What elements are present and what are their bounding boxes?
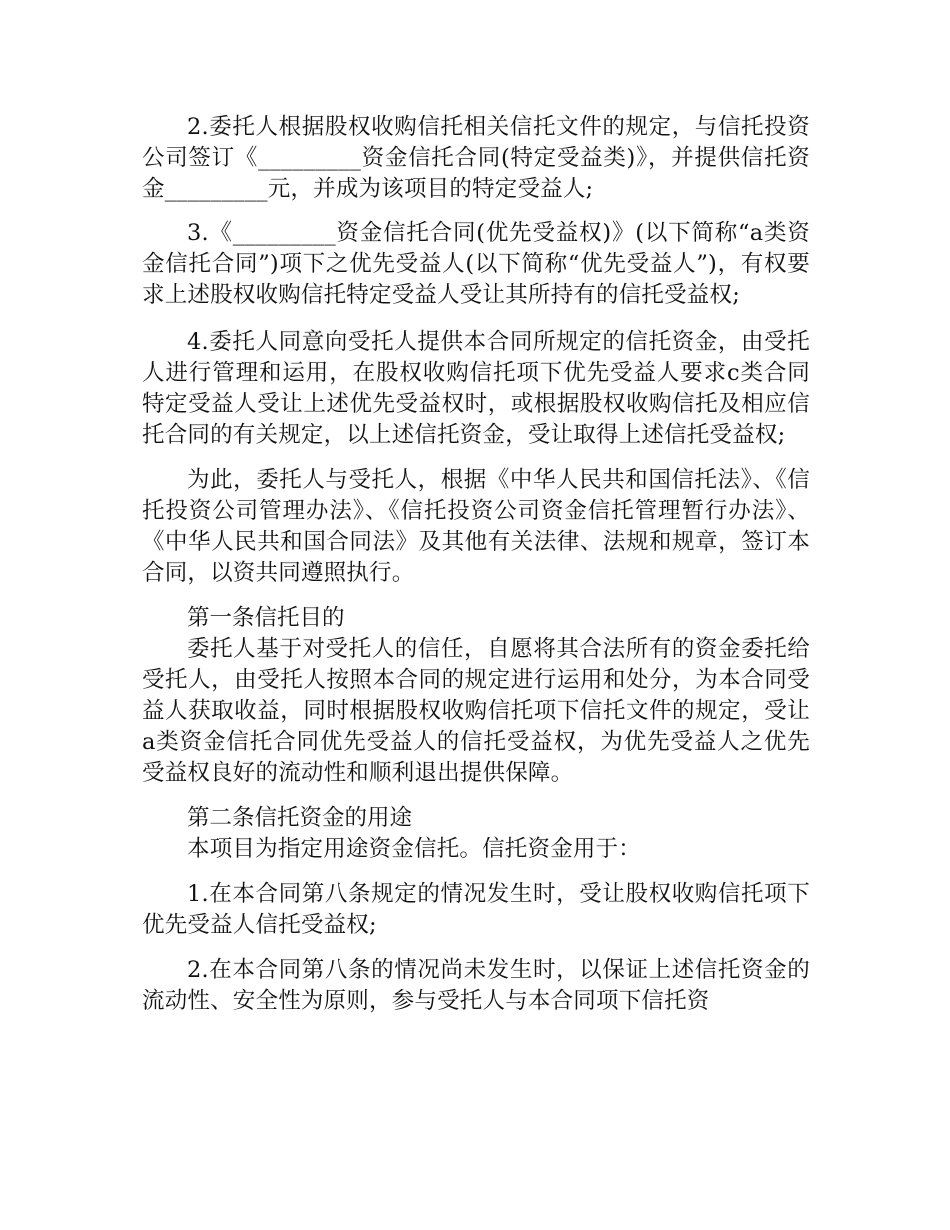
article-1-body: 委托人基于对受托人的信任，自愿将其合法所有的资金委托给受托人，由受托人按照本合同的规定进行运用和处分，为本合同受益人获取收益，同时根据股权收购信托项下信托文件的规定，受让a类资金信托合同优先受益人的信托受益权，为优先受益人之优先受益权良好的流动性和顺利退出提供保障。 — [142, 636, 810, 786]
paragraph-preamble-conclusion: 为此，委托人与受托人，根据《中华人民共和国信托法》、《信托投资公司管理办法》、《信托投资公司资金信托管理暂行办法》、《中华人民共和国合同法》及其他有关法律、法规和规章，签订本合同，以资共同遵照执行。 — [142, 467, 810, 586]
paragraph-clause-3: 3.《_________资金信托合同(优先受益权)》(以下简称“a类资金信托合同”)项下之优先受益人(以下简称“优先受益人”)，有权要求上述股权收购信托特定受益人受让其所持有的信托受益权; — [142, 220, 810, 308]
paragraph-clause-2: 2.委托人根据股权收购信托相关信托文件的规定，与信托投资公司签订《_________资金信托合同(特定受益类)》，并提供信托资金_________元，并成为该项目的特定受益人; — [142, 114, 810, 202]
article-2-heading: 第二条信托资金的用途 — [187, 805, 413, 831]
paragraph-clause-4: 4.委托人同意向受托人提供本合同所规定的信托资金，由受托人进行管理和运用，在股权收购信托项下优先受益人要求c类合同特定受益人受让上述优先受益权时，或根据股权收购信托及相应信托合同的有关规定，以上述信托资金，受让取得上述信托受益权; — [142, 329, 810, 448]
article-2-item-1: 1.在本合同第八条规定的情况发生时，受让股权收购信托项下优先受益人信托受益权; — [142, 881, 810, 938]
document-page — [142, 112, 810, 1017]
article-2-intro: 本项目为指定用途资金信托。信托资金用于： — [187, 836, 642, 862]
article-2-item-2: 2.在本合同第八条的情况尚未发生时，以保证上述信托资金的流动性、安全性为原则，参与受托人与本合同项下信托资 — [142, 957, 810, 1014]
article-1-heading: 第一条信托目的 — [187, 605, 345, 631]
